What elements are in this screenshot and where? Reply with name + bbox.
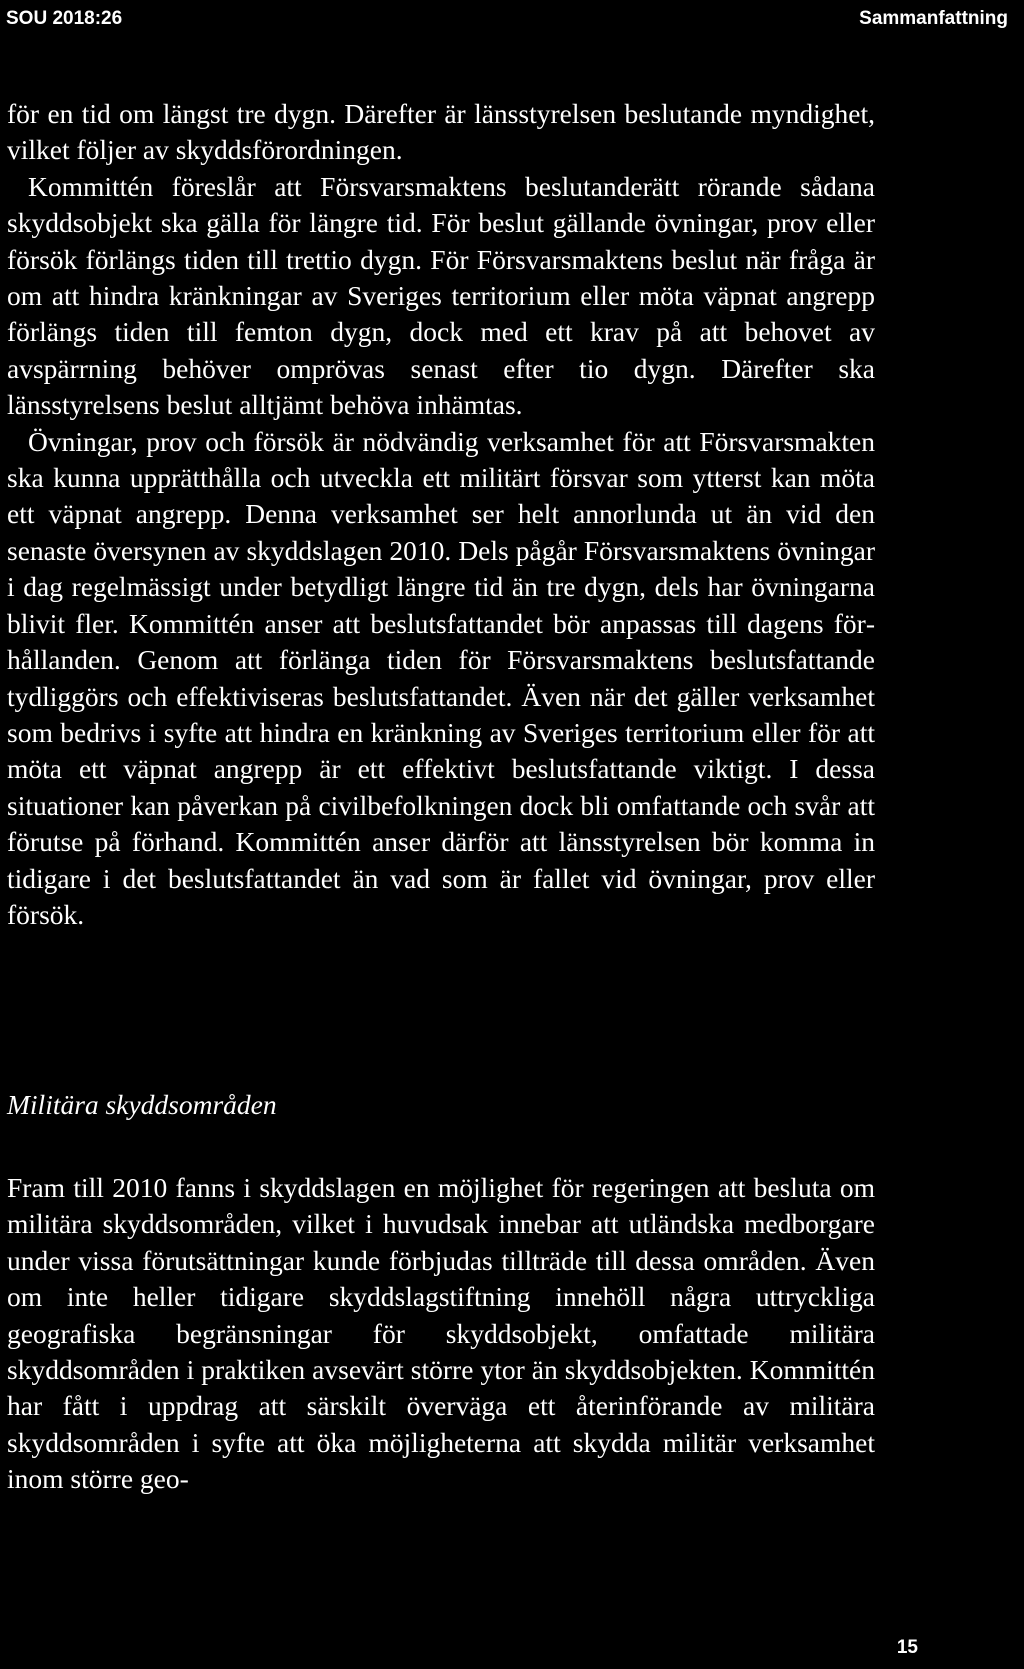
- body-text-after-heading: [7, 1170, 875, 1498]
- paragraph: Kommittén föreslår att Försvarsmaktens beslutanderätt rörande sådana skyddsobjekt ska gälla för längre tid. För beslut gällande övningar, prov eller försök förlängs tiden till trettio dygn. För Försvarsmaktens beslut när fråga är om att hindra kränkningar av Sveriges territorium eller möta väpnat angrepp förlängs tiden till femton dygn, dock med ett krav på att behovet av avspärrning behöver omprövas senast efter tio dygn. Därefter ska länsstyrelsens beslut alltjämt behöva inhämtas.: [7, 170, 875, 421]
- paragraph: för en tid om längst tre dygn. Därefter är länsstyrelsen beslutande myndighet, vilket följer av skyddsförordningen.: [7, 98, 875, 166]
- section-heading: Militära skyddsområden: [7, 1089, 277, 1120]
- page-number: 15: [896, 1637, 918, 1658]
- body-text-before-heading: [7, 96, 875, 933]
- running-header: [6, 6, 1008, 32]
- paragraph: Fram till 2010 fanns i skyddslagen en möjlighet för regeringen att besluta om militära skyddsområden, vilket i huvudsak innebar att utländska medborgare under vissa förutsättningar kunde förbjudas tillträde till dessa områden. Även om inte heller tidigare skyddslagstiftning innehöll några uttryckliga geografiska begränsningar för skyddsobjekt, omfattade militära skyddsområden i praktiken avsevärt större ytor än skyddsobjekten. Kommittén har fått i uppdrag att särskilt överväga ett återinförande av militära skyddsområden i syfte att öka möjligheterna att skydda militär verksamhet inom större geo-: [7, 1172, 875, 1495]
- document-reference: SOU 2018:26: [6, 8, 123, 29]
- paragraph: Övningar, prov och försök är nödvändig verksamhet för att Försvarsmakten ska kunna upprätthålla och utveckla ett militärt försvar som ytterst kan möta ett väpnat angrepp. Denna verksamhet ser helt annorlunda ut än vid den senaste översynen av skyddslagen 2010. Dels pågår Försvarsmaktens övningar i dag regelmässigt under betydligt längre tid än tre dygn, dels har övningarna blivit fler. Kommittén anser att beslutsfattandet bör anpassas till dagens förhållanden. Genom att förlänga tiden för Försvarsmaktens beslutsfattande tydliggörs och effektiviseras beslutsfattandet. Även när det gäller verksamhet som bedrivs i syfte att hindra en kränkning av Sveriges territorium eller för att möta ett väpnat angrepp är ett effektivt beslutsfattande viktigt. I dessa situationer kan påverkan på civilbefolkningen dock bli omfattande och svår att förutse på förhand. Kommittén anser därför att länsstyrelsen bör komma in tidigare i det beslutsfattandet än vad som är fallet vid övningar, prov eller försök.: [7, 425, 875, 930]
- chapter-title: Sammanfattning: [859, 8, 1008, 29]
